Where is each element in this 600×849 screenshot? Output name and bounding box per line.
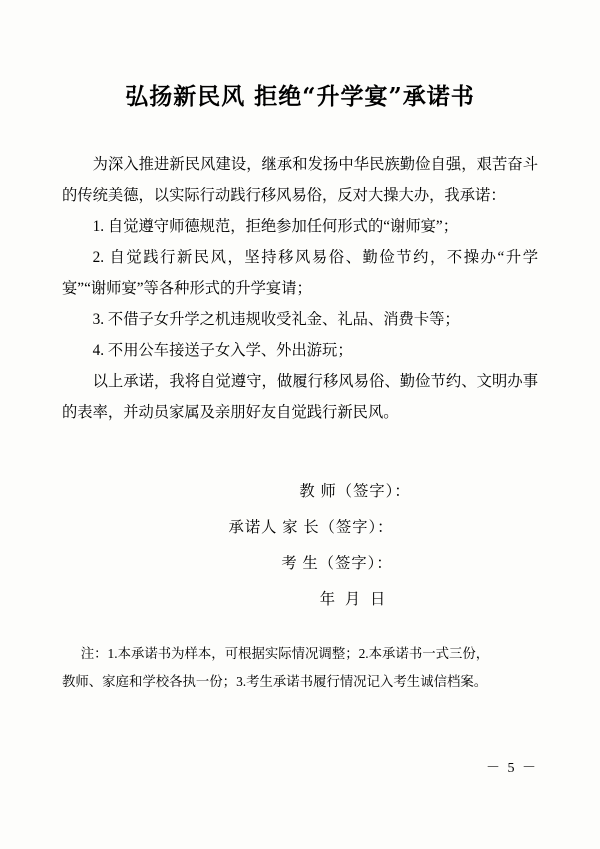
paragraph-closing: 以上承诺，我将自觉遵守，做履行移风易俗、勤俭节约、文明办事的表率，并动员家属及亲朋好友自觉践行新民风。: [62, 373, 538, 421]
note-block: [62, 640, 538, 696]
note-line-1: 注：1.本承诺书为样本，可根据实际情况调整；2.本承诺书一式三份，: [80, 646, 490, 661]
paragraph-intro: 为深入推进新民风建设，继承和发扬中华民族勤俭自强，艰苦奋斗的传统美德，以实际行动践行移风易俗，反对大操大办，我承诺：: [62, 156, 538, 204]
signature-parent: 承诺人 家 长（签字）：: [228, 519, 394, 536]
signature-teacher: 教 师（签字）：: [299, 483, 411, 500]
note-line-2: 教师、家庭和学校各执一份；3.考生承诺书履行情况记入考生诚信档案。: [62, 674, 488, 689]
page-number: － 5 －: [486, 761, 538, 776]
signature-block: [62, 474, 538, 618]
paragraph-item-3: 3. 不借子女升学之机违规收受礼金、礼品、消费卡等；: [92, 311, 460, 328]
paragraph-item-4: 4. 不用公车接送子女入学、外出游玩；: [92, 342, 353, 359]
paragraph-item-2: 2. 自觉践行新民风，坚持移风易俗、勤俭节约，不操办“升学宴”“谢师宴”等各种形式的升学宴请；: [62, 249, 538, 297]
signature-date: 年 月 日: [319, 591, 389, 608]
document-body: [62, 149, 538, 428]
page-title: 弘扬新民风 拒绝“升学宴”承诺书: [125, 83, 475, 110]
signature-student: 考 生（签字）：: [281, 555, 393, 572]
paragraph-item-1: 1. 自觉遵守师德规范，拒绝参加任何形式的“谢师宴”；: [92, 218, 459, 235]
